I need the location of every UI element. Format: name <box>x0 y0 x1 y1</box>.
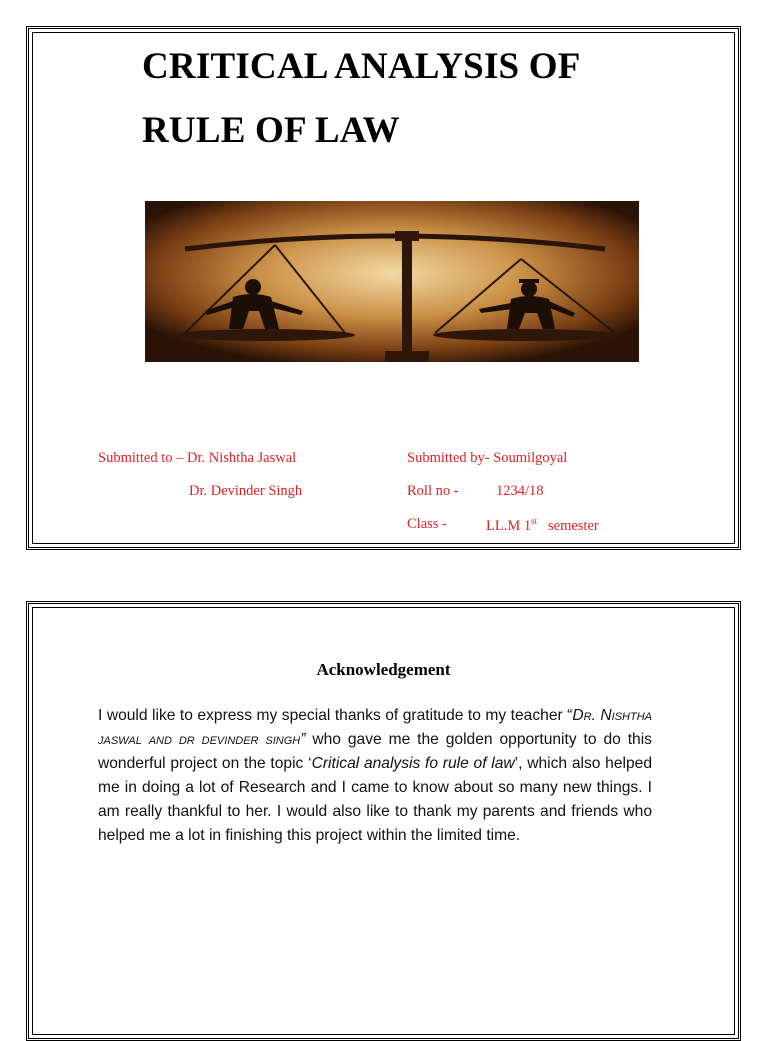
class-label: Class - <box>407 516 447 532</box>
roll-value: 1234/18 <box>496 483 544 499</box>
acknowledgement-page <box>26 601 741 1041</box>
submitted-to-second: Dr. Devinder Singh <box>189 483 303 499</box>
submitted-to: Submitted to – Dr. Nishtha Jaswal <box>98 450 297 466</box>
roll-label: Roll no - <box>407 483 459 499</box>
title-line-1: CRITICAL ANALYSIS OF <box>142 46 581 87</box>
title-line-2: RULE OF LAW <box>142 110 400 151</box>
class-value: LL.M 1st semester <box>486 516 599 534</box>
scales-of-justice-illustration <box>145 201 639 362</box>
acknowledgement-heading: Acknowledgement <box>316 660 451 679</box>
cover-page <box>26 26 741 550</box>
acknowledgement-paragraph: I would like to express my special thanks of gratitude to my teacher “Dr. Nishtha jaswal and dr devinder singh” who gave me the golden opportunity to do this wonderful project on the topic ‘Critical analysis fo rule of law’, which also helped me in doing a lot of Research and I came to know about so many new things. I am really thankful to her. I would also like to thank my parents and friends who helped me a lot in finishing this project within the limited time. <box>98 707 652 844</box>
submitted-by: Submitted by- Soumilgoyal <box>407 450 568 466</box>
